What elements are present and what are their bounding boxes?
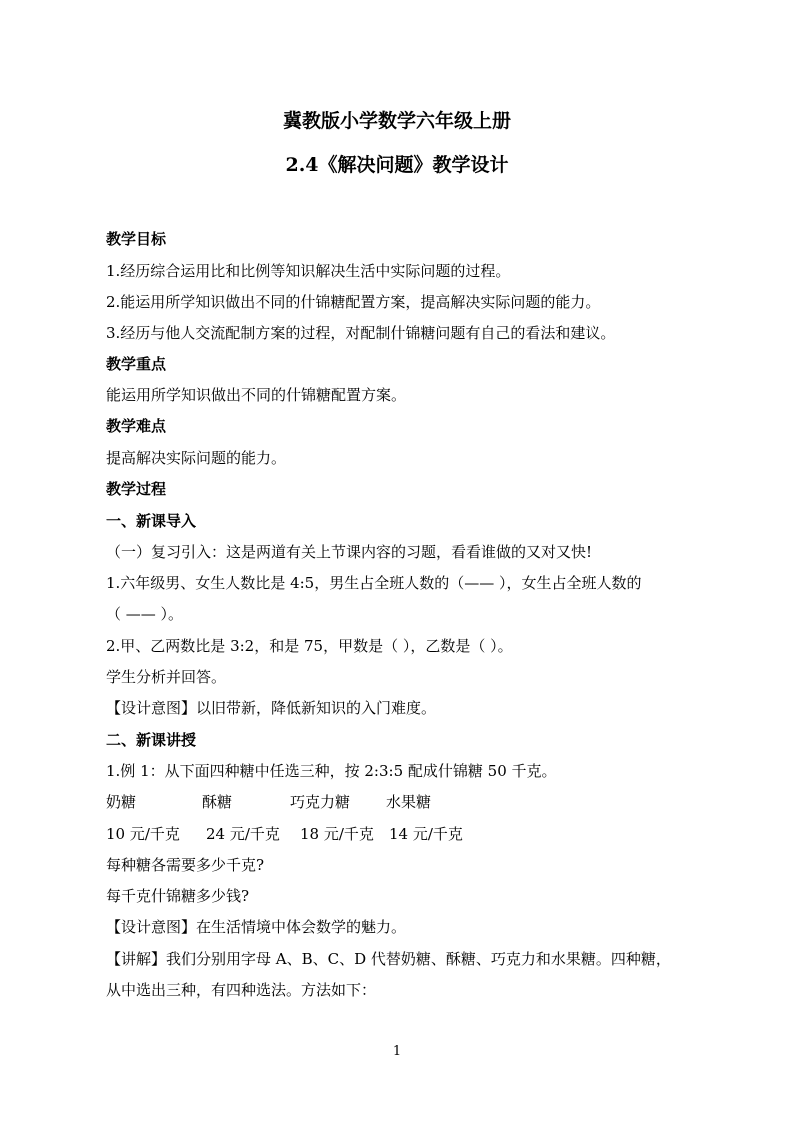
heading-process: 教学过程	[106, 480, 167, 498]
goal-3: 3.经历与他人交流配制方案的过程，对配制什锦糖问题有自己的看法和建议。	[106, 324, 616, 342]
candy-name: 水果糖	[386, 793, 432, 811]
goal-2: 2.能运用所学知识做出不同的什锦糖配置方案，提高解决实际问题的能力。	[106, 293, 601, 311]
heading-difficulty: 教学难点	[106, 417, 167, 435]
page-number: 1	[392, 1044, 402, 1059]
candy-name: 奶糖	[106, 793, 137, 811]
question-price: 每千克什锦糖多少钱?	[106, 887, 250, 905]
document-title: 冀教版小学数学六年级上册	[282, 110, 511, 132]
heading-section-2: 二、新课讲授	[106, 731, 197, 749]
candy-price: 14 元/千克	[389, 825, 463, 843]
explanation-line-1: 【讲解】我们分别用字母 A、B、C、D 代替奶糖、酥糖、巧克力和水果糖。四种糖，	[106, 950, 671, 968]
explanation-line-2: 从中选出三种，有四种选法。方法如下：	[106, 981, 377, 999]
heading-key-points: 教学重点	[106, 355, 167, 373]
question-1-line-1: 1.六年级男、女生人数比是 4:5，男生占全班人数的（—— ），女生占全班人数的	[106, 574, 642, 592]
question-1-line-2: （ —— ）。	[106, 605, 184, 623]
difficulty: 提高解决实际问题的能力。	[106, 449, 287, 467]
document-subtitle: 2.4《解决问题》教学设计	[285, 154, 509, 176]
question-2: 2.甲、乙两数比是 3:2，和是 75，甲数是（ ），乙数是（ ）。	[106, 637, 513, 655]
design-intent-1: 【设计意图】以旧带新，降低新知识的入门难度。	[106, 699, 437, 717]
review-intro: （一）复习引入：这是两道有关上节课内容的习题，看看谁做的又对又快!	[106, 543, 593, 561]
candy-name: 巧克力糖	[290, 793, 351, 811]
candy-name: 酥糖	[202, 793, 233, 811]
candy-price: 10 元/千克	[106, 825, 180, 843]
example-1: 1.例 1：从下面四种糖中任选三种，按 2:3:5 配成什锦糖 50 千克。	[106, 762, 557, 780]
student-answer: 学生分析并回答。	[106, 668, 227, 686]
question-amount: 每种糖各需要多少千克?	[106, 856, 265, 874]
key-point: 能运用所学知识做出不同的什锦糖配置方案。	[106, 386, 407, 404]
candy-price: 24 元/千克	[206, 825, 280, 843]
candy-price: 18 元/千克	[300, 825, 374, 843]
design-intent-2: 【设计意图】在生活情境中体会数学的魅力。	[106, 918, 407, 936]
heading-section-1: 一、新课导入	[106, 512, 197, 530]
goal-1: 1.经历综合运用比和比例等知识解决生活中实际问题的过程。	[106, 262, 511, 280]
heading-teaching-goals: 教学目标	[106, 230, 167, 248]
